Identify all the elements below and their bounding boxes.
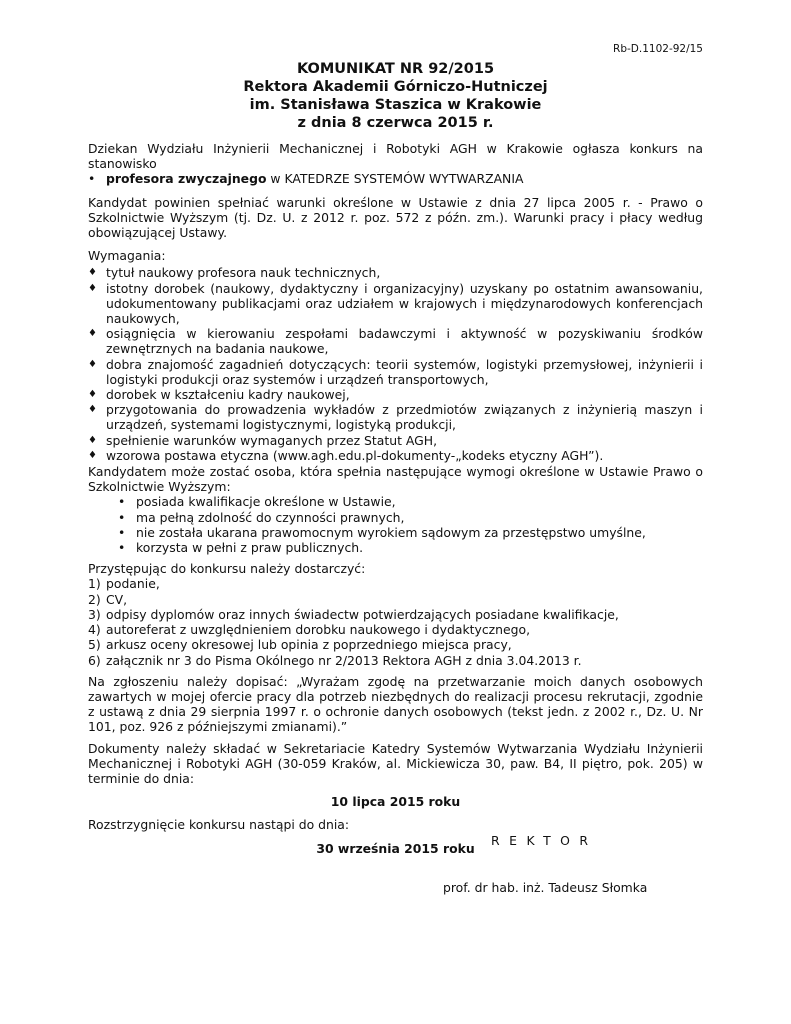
requirement-item-text: tytuł naukowy profesora nauk technicznych, <box>106 265 381 281</box>
law-requirement-item <box>118 510 703 525</box>
requirement-item-text: przygotowania do prowadzenia wykładów z przedmiotów związanych z inżynierią maszyn i urządzeń, systemami logistycznymi, logistyką produkcji, <box>106 402 703 433</box>
requirement-item-marker: ♦ <box>88 267 97 279</box>
requirement-item <box>88 387 703 402</box>
document-item-text: odpisy dyplomów oraz innych świadectw potwierdzających posiadane kwalifikacje, <box>106 606 619 622</box>
document-item <box>88 622 703 637</box>
requirement-item-text: wzorowa postawa etyczna (www.agh.edu.pl-dokumenty-„kodeks etyczny AGH”). <box>106 447 604 463</box>
candidate-paragraph: Kandydat powinien spełniać warunki określone w Ustawie z dnia 27 lipca 2005 r. - Prawo o Szkolnictwie Wyższym (tj. Dz. U. z 2012 r. poz. 572 z późn. zm.). Warunki pracy i płacy według obowiązującej Ustawy. <box>88 194 703 241</box>
law-requirement-item <box>118 525 703 540</box>
requirements-list <box>88 265 703 463</box>
document-item-marker: 1) <box>88 576 101 592</box>
law-intro-paragraph: Kandydatem może zostać osoba, która spełnia następujące wymogi określone w Ustawie Prawo o Szkolnictwie Wyższym: <box>88 464 703 495</box>
document-item <box>88 592 703 607</box>
requirement-item-text: dorobek w kształceniu kadry naukowej, <box>106 387 350 403</box>
law-requirements-list <box>88 494 703 555</box>
document-item-marker: 2) <box>88 591 101 607</box>
consent-paragraph: Na zgłoszeniu należy dopisać: „Wyrażam zgodę na przetwarzanie moich danych osobowych zawartych w mojej ofercie pracy dla potrzeb niezbędnych do realizacji procesu rekrutacji, zgodnie z ustawą z dnia 29 sierpnia 1997 r. o ochronie danych osobowych (tekst jedn. z 2002 r., Dz. U. Nr 101, poz. 926 z późniejszymi zmianami).” <box>88 673 703 735</box>
document-item-marker: 4) <box>88 622 101 638</box>
document-item-text: arkusz oceny okresowej lub opinia z poprzedniego miejsca pracy, <box>106 637 512 653</box>
document-reference: Rb-D.1102-92/15 <box>613 43 703 55</box>
requirement-item <box>88 402 703 432</box>
requirement-item-text: istotny dorobek (naukowy, dydaktyczny i organizacyjny) uzyskany po ostatnim awansowaniu, udokumentowany publikacjami oraz udziałem w krajowych i międzynarodowych konferencjach naukowych, <box>106 280 703 327</box>
rektor-heading: REKTOR <box>491 833 598 848</box>
document-body <box>88 141 703 856</box>
document-item-marker: 6) <box>88 652 101 668</box>
submission-paragraph: Dokumenty należy składać w Sekretariacie Katedry Systemów Wytwarzania Wydziału Inżynierii Mechanicznej i Robotyki AGH (30-059 Kraków, al. Mickiewicza 30, paw. B4, II piętro, pok. 205) w terminie do dnia: <box>88 740 703 786</box>
title-line-1: KOMUNIKAT NR 92/2015 <box>296 61 495 77</box>
requirement-item <box>88 433 703 448</box>
law-requirement-item-marker: • <box>118 524 126 540</box>
requirement-item <box>88 326 703 356</box>
requirements-label: Wymagania: <box>88 248 166 264</box>
requirement-item <box>88 357 703 387</box>
document-item <box>88 607 703 622</box>
requirement-item-marker: ♦ <box>88 282 97 294</box>
requirement-item-text: spełnienie warunków wymaganych przez Statut AGH, <box>106 432 438 448</box>
resolution-intro: Rozstrzygnięcie konkursu nastąpi do dnia: <box>88 817 350 833</box>
requirement-item <box>88 448 703 463</box>
document-item-text: CV, <box>106 591 128 607</box>
requirement-item <box>88 265 703 280</box>
law-requirement-item-text: ma pełną zdolność do czynności prawnych, <box>136 509 405 525</box>
document-item-text: autoreferat z uwzględnieniem dorobku naukowego i dydaktycznego, <box>106 622 531 638</box>
document-item-marker: 3) <box>88 606 101 622</box>
intro-paragraph: Dziekan Wydziału Inżynierii Mechanicznej i Robotyki AGH w Krakowie ogłasza konkurs na stanowisko <box>88 141 703 172</box>
requirement-item-marker: ♦ <box>88 434 97 446</box>
document-item-text: podanie, <box>106 576 160 592</box>
requirement-item-marker: ♦ <box>88 328 97 340</box>
document-item <box>88 576 703 591</box>
law-requirement-item <box>118 540 703 555</box>
requirement-item-text: osiągnięcia w kierowaniu zespołami badawczymi i aktywność w pozyskiwaniu środków zewnętrznych na badania naukowe, <box>106 326 703 357</box>
documents-intro: Przystępując do konkursu należy dostarczyć: <box>88 561 366 577</box>
document-item <box>88 653 703 668</box>
bullet-icon: • <box>88 171 96 187</box>
document-title <box>88 60 703 132</box>
title-line-4: z dnia 8 czerwca 2015 r. <box>297 115 494 131</box>
requirement-item-text: dobra znajomość zagadnień dotyczących: teorii systemów, logistyki przemysłowej, inżynierii i logistyki produkcji oraz systemów i urządzeń transportowych, <box>106 356 703 387</box>
position-line <box>88 171 703 186</box>
requirement-item-marker: ♦ <box>88 389 97 401</box>
title-line-3: im. Stanisława Staszica w Krakowie <box>249 97 542 113</box>
law-requirement-item-marker: • <box>118 509 126 525</box>
position-department: w KATEDRZE SYSTEMÓW WYTWARZANIA <box>266 171 524 187</box>
documents-list <box>88 576 703 667</box>
title-line-2: Rektora Akademii Górniczo-Hutniczej <box>243 79 548 95</box>
resolution-date: 30 września 2015 roku <box>316 840 475 856</box>
law-requirement-item-text: posiada kwalifikacje określone w Ustawie, <box>136 494 396 510</box>
requirement-item <box>88 281 703 327</box>
law-requirement-item <box>118 494 703 509</box>
law-requirement-item-text: korzysta w pełni z praw publicznych. <box>136 540 364 556</box>
document-item <box>88 637 703 652</box>
law-requirement-item-marker: • <box>118 494 126 510</box>
document-item-text: załącznik nr 3 do Pisma Okólnego nr 2/2013 Rektora AGH z dnia 3.04.2013 r. <box>106 652 582 668</box>
requirement-item-marker: ♦ <box>88 404 97 416</box>
law-requirement-item-marker: • <box>118 540 126 556</box>
document-item-marker: 5) <box>88 637 101 653</box>
signature-name: prof. dr hab. inż. Tadeusz Słomka <box>443 880 648 895</box>
requirement-item-marker: ♦ <box>88 358 97 370</box>
position-title: profesora zwyczajnego <box>106 171 267 187</box>
submission-deadline: 10 lipca 2015 roku <box>330 794 461 810</box>
requirement-item-marker: ♦ <box>88 449 97 461</box>
law-requirement-item-text: nie została ukarana prawomocnym wyrokiem sądowym za przestępstwo umyślne, <box>136 524 646 540</box>
